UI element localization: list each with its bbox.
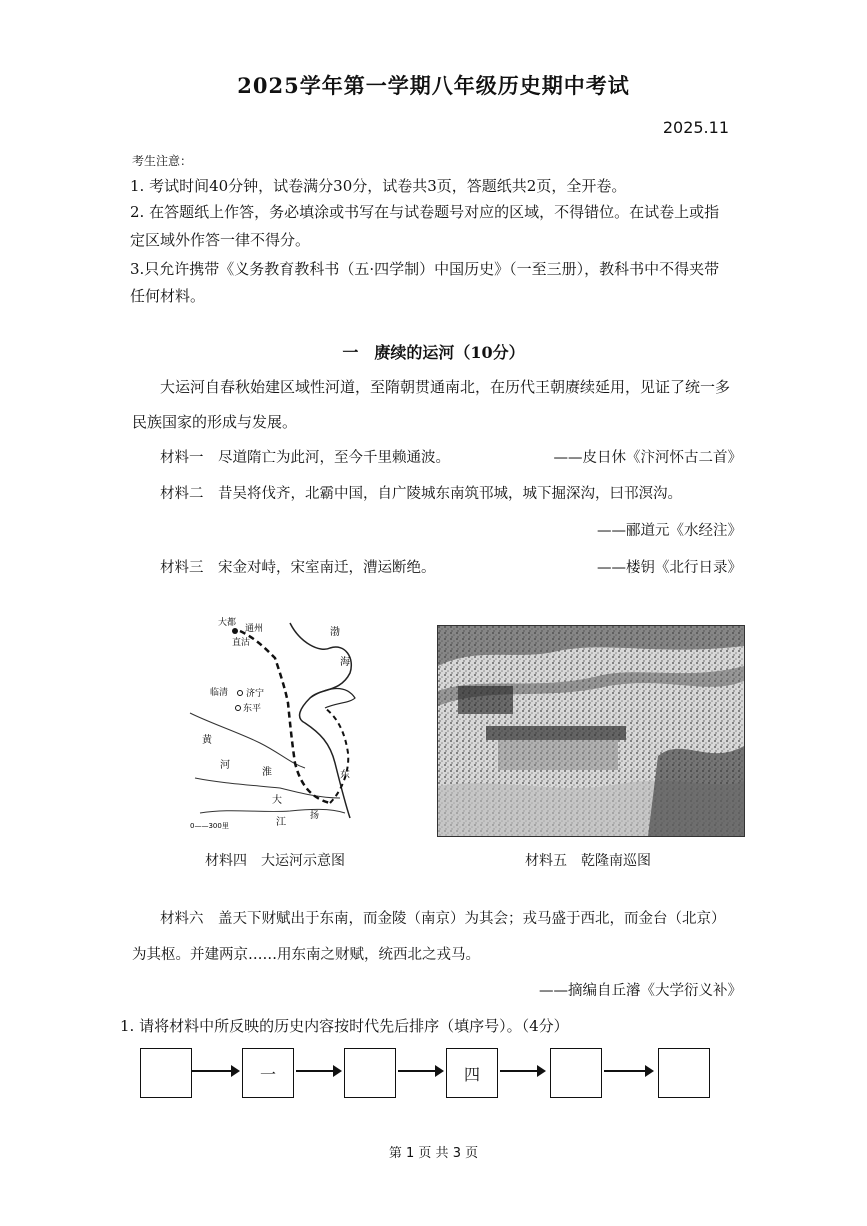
label-hai: 海	[340, 657, 350, 668]
yangtze-river	[200, 809, 345, 813]
label-dongping: 东平	[243, 704, 262, 714]
exam-date: 2025.11	[662, 118, 729, 137]
label-zhigu: 直沽	[232, 638, 251, 648]
answer-box-4[interactable]: 四	[446, 1048, 498, 1098]
grand-canal-map	[180, 603, 380, 833]
material-6-line-1: 材料六 盖天下财赋出于东南，而金陵（南京）为其会；戎马盛于西北，而金台（北京）	[160, 911, 726, 927]
answer-box-1[interactable]	[140, 1048, 192, 1098]
sea-route	[325, 708, 348, 803]
peninsula	[310, 689, 355, 708]
intro-line-2: 民族国家的形成与发展。	[132, 413, 298, 431]
huai-river	[195, 778, 340, 798]
label-he: 河	[220, 760, 230, 771]
intro-line-1: 大运河自春秋始建区域性河道，至隋朝贯通南北，在历代王朝赓续延用，见证了统一多	[160, 378, 731, 396]
material-1-source: ——皮日休《汴河怀古二首》	[553, 450, 742, 466]
label-jining: 济宁	[246, 689, 265, 699]
notice-item-3: 3.只允许携带《义务教育教科书（五·四学制）中国历史》（一至三册），教科书中不得夹带	[130, 260, 720, 278]
arrow-2	[296, 1070, 340, 1072]
label-scale: 0——300里	[190, 822, 229, 830]
material-2-source: ——郦道元《水经注》	[597, 523, 742, 539]
painting-svg	[438, 626, 744, 836]
label-dadu: 大都	[218, 618, 237, 628]
label-dong: 东	[340, 770, 350, 781]
label-linqing: 临清	[210, 688, 229, 698]
arrow-5	[604, 1070, 652, 1072]
answer-box-2[interactable]: 一	[242, 1048, 294, 1098]
exam-title: 2025学年第一学期八年级历史期中考试	[237, 73, 630, 98]
section-title: 一 赓续的运河（10分）	[342, 343, 525, 362]
material-3-text: 材料三 宋金对峙，宋室南迁，漕运断绝。	[160, 560, 436, 576]
qianlong-tour-painting	[437, 625, 745, 837]
figure-5-caption: 材料五 乾隆南巡图	[525, 853, 651, 869]
dadu-dot	[232, 628, 238, 634]
material-6-line-2: 为其枢。并建两京……用东南之财赋，统西北之戎马。	[132, 947, 480, 963]
map-svg	[180, 603, 380, 833]
notice-item-2: 2. 在答题纸上作答，务必填涂或书写在与试卷题号对应的区域，不得错位。在试卷上或指	[130, 203, 720, 221]
arrow-3	[398, 1070, 442, 1072]
linqing-dot	[238, 691, 243, 696]
material-6-source: ——摘编自丘濬《大学衍义补》	[539, 983, 742, 999]
arrow-4	[500, 1070, 544, 1072]
material-1-text: 材料一 尽道隋亡为此河，至今千里赖通波。	[160, 450, 450, 466]
dongping-dot	[236, 706, 241, 711]
label-tongzhou: 通州	[245, 624, 264, 634]
label-jiang: 江	[276, 817, 286, 828]
label-huang: 黄	[202, 735, 212, 746]
answer-box-3[interactable]	[344, 1048, 396, 1098]
answer-box-5[interactable]	[550, 1048, 602, 1098]
coastline	[290, 623, 351, 818]
notice-heading: 考生注意：	[132, 154, 193, 168]
arrow-1	[192, 1070, 238, 1072]
material-3-source: ——楼钥《北行日录》	[597, 560, 742, 576]
notice-item-2-cont: 定区域外作答一律不得分。	[130, 231, 311, 249]
figure-4-caption: 材料四 大运河示意图	[205, 853, 345, 869]
page-footer: 第 1 页 共 3 页	[388, 1146, 479, 1161]
label-bo: 渤	[330, 627, 340, 638]
notice-item-3-cont: 任何材料。	[130, 287, 206, 305]
question-1-text: 1. 请将材料中所反映的历史内容按时代先后排序（填序号）。（4分）	[120, 1017, 569, 1035]
notice-item-1: 1. 考试时间40分钟，试卷满分30分，试卷共3页，答题纸共2页，全开卷。	[130, 177, 627, 195]
grand-canal-route	[240, 631, 330, 803]
material-2-text: 材料二 昔吴将伐齐，北霸中国，自广陵城东南筑邗城，城下掘深沟，曰邗溟沟。	[160, 486, 682, 502]
answer-box-6[interactable]	[658, 1048, 710, 1098]
label-yang: 扬	[310, 811, 320, 821]
label-da: 大	[272, 795, 282, 806]
label-huan: 淮	[262, 767, 272, 778]
